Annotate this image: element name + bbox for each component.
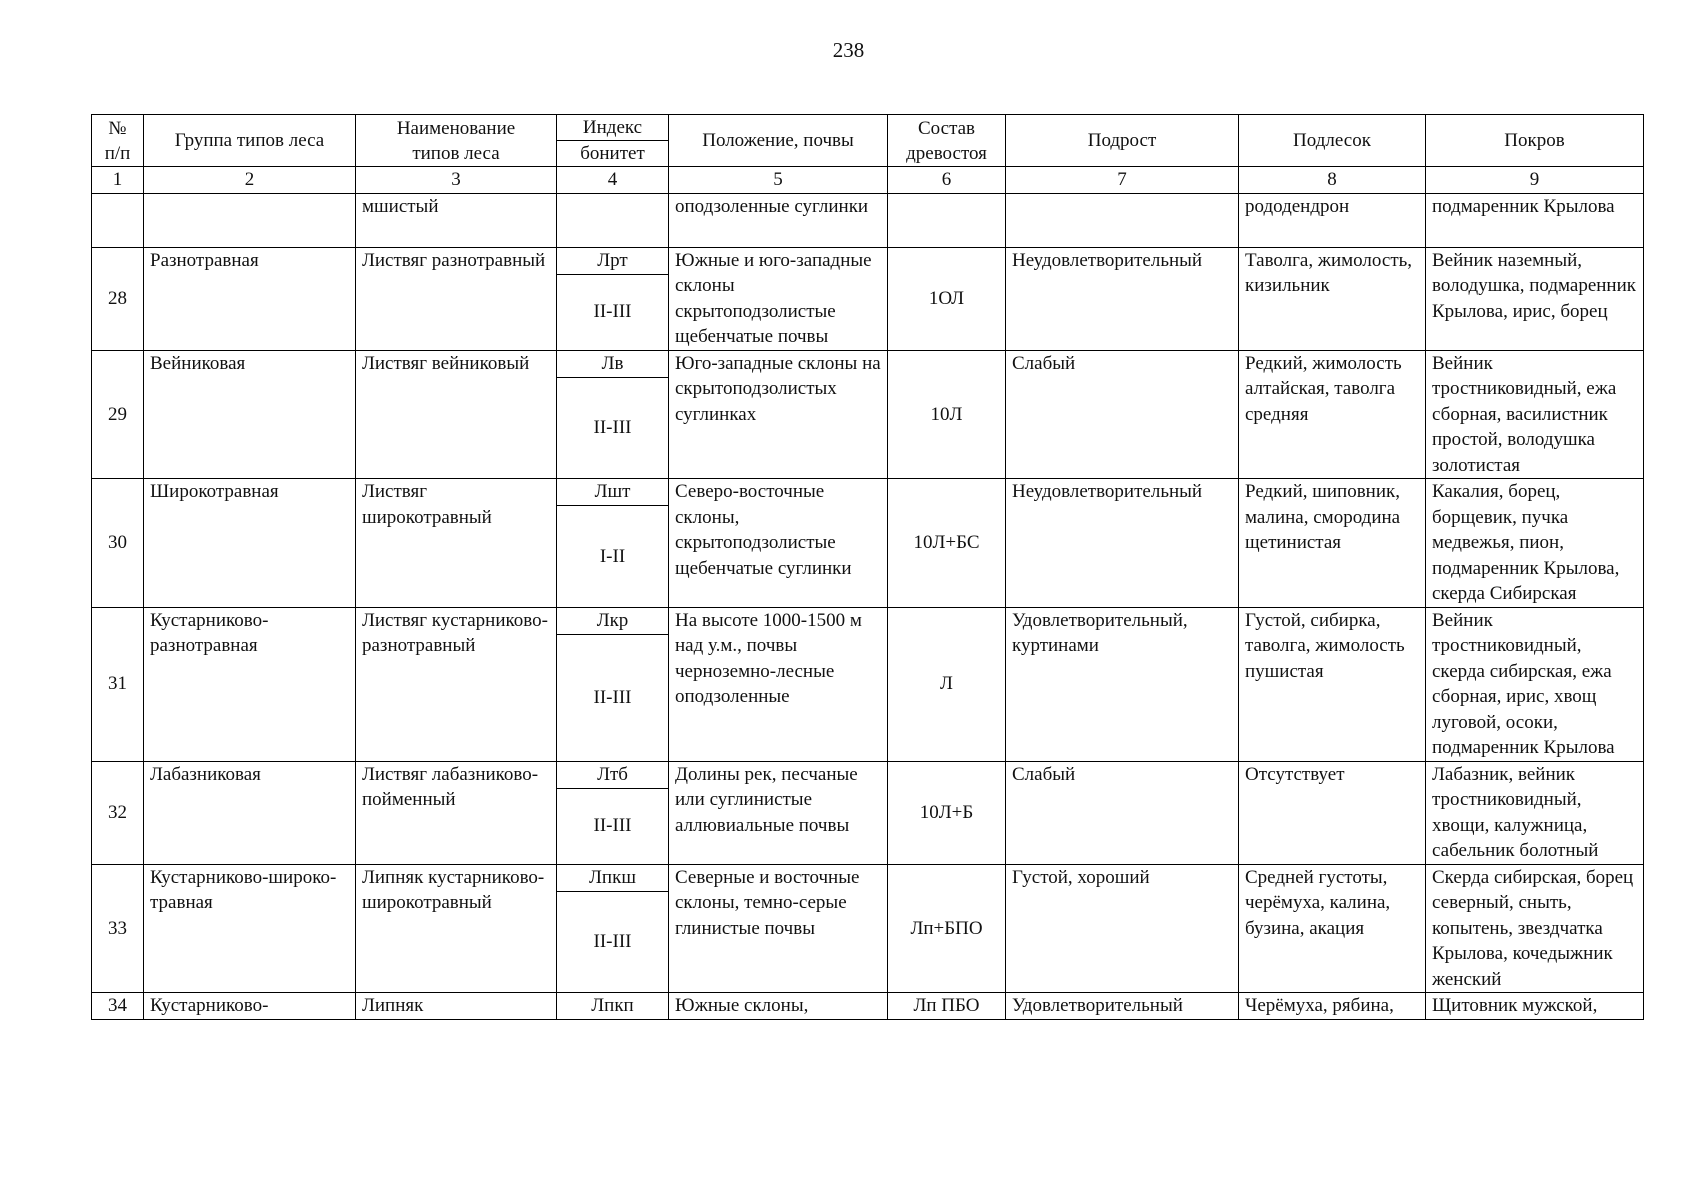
type-name-cell: Листвяг разнотравный <box>356 247 557 350</box>
position-cell: Северные и восточные склоны, темно-серые глинистые почвы <box>669 864 888 993</box>
composition-cell: Лп ПБО <box>888 993 1006 1020</box>
undergrowth-cell: Слабый <box>1006 350 1239 479</box>
type-name-cell: Листвяг широкотравный <box>356 479 557 608</box>
position-cell: Северо-восточные склоны, скрытоподзолистые щебенчатые суглинки <box>669 479 888 608</box>
composition-cell <box>888 193 1006 247</box>
undergrowth-cell: Неудовлетворительный <box>1006 479 1239 608</box>
column-number: 6 <box>888 167 1006 194</box>
column-number: 2 <box>144 167 356 194</box>
shrubs-cell: Черёмуха, рябина, <box>1239 993 1426 1020</box>
row-number: 29 <box>92 350 144 479</box>
header-row <box>92 115 1644 141</box>
composition-cell: 10Л <box>888 350 1006 479</box>
type-name-cell: Липняк кустарниково-широкотравный <box>356 864 557 993</box>
group-cell: Разнотравная <box>144 247 356 350</box>
index-cell: Лв <box>557 350 669 377</box>
header-group: Группа типов леса <box>144 115 356 167</box>
cover-cell: Какалия, борец, борщевик, пучка медвежья, пион, подмаренник Крылова, скерда Сибирская <box>1426 479 1644 608</box>
index-cell <box>557 193 669 247</box>
column-number: 8 <box>1239 167 1426 194</box>
cover-cell: Вейник тростниковидный, ежа сборная, василистник простой, володушка золотистая <box>1426 350 1644 479</box>
table-row <box>92 247 1644 274</box>
composition-cell: 10Л+Б <box>888 761 1006 864</box>
row-number: 34 <box>92 993 144 1020</box>
page-number: 238 <box>832 38 865 62</box>
type-name-cell: Листвяг кустарниково-разнотравный <box>356 607 557 761</box>
cover-cell: Лабазник, вейник тростниковидный, хвощи, калужница, сабельник болотный <box>1426 761 1644 864</box>
forest-types-table <box>91 114 1644 1020</box>
table-row <box>92 479 1644 506</box>
table-row <box>92 864 1644 891</box>
shrubs-cell: Густой, сибирка, таволга, жимолость пушистая <box>1239 607 1426 761</box>
header-undergrowth: Подрост <box>1006 115 1239 167</box>
header-shrubs: Подлесок <box>1239 115 1426 167</box>
header-type-name: Наименование типов леса <box>356 115 557 167</box>
position-cell: Южные склоны, <box>669 993 888 1020</box>
group-cell: Лабазниковая <box>144 761 356 864</box>
row-number <box>92 193 144 247</box>
composition-cell: Лп+БПО <box>888 864 1006 993</box>
group-cell <box>144 193 356 247</box>
column-numbers-row <box>92 167 1644 194</box>
position-cell: На высоте 1000-1500 м над у.м., почвы черноземно-лесные оподзоленные <box>669 607 888 761</box>
row-number: 28 <box>92 247 144 350</box>
type-name-cell: Листвяг вейниковый <box>356 350 557 479</box>
undergrowth-cell: Неудовлетворительный <box>1006 247 1239 350</box>
shrubs-cell: Средней густоты, черёмуха, калина, бузина, акация <box>1239 864 1426 993</box>
column-number: 7 <box>1006 167 1239 194</box>
header-bonitet: бонитет <box>557 141 669 167</box>
column-number: 1 <box>92 167 144 194</box>
type-name-cell: Листвяг лабазниково-пойменный <box>356 761 557 864</box>
index-cell: Лкр <box>557 607 669 634</box>
cover-cell: Скерда сибирская, борец северный, сныть, копытень, звездчатка Крылова, кочедыжник женский <box>1426 864 1644 993</box>
bonitet-cell: II-III <box>557 788 669 864</box>
shrubs-cell: Отсутствует <box>1239 761 1426 864</box>
type-name-cell: мшистый <box>356 193 557 247</box>
bonitet-cell: II-III <box>557 377 669 479</box>
index-cell: Лтб <box>557 761 669 788</box>
column-number: 3 <box>356 167 557 194</box>
index-cell: Лпкш <box>557 864 669 891</box>
bonitet-cell: II-III <box>557 274 669 350</box>
column-number: 4 <box>557 167 669 194</box>
table-row <box>92 761 1644 788</box>
row-number: 33 <box>92 864 144 993</box>
header-cover: Покров <box>1426 115 1644 167</box>
group-cell: Кустарниково- <box>144 993 356 1020</box>
group-cell: Кустарниково-разнотравная <box>144 607 356 761</box>
composition-cell: 1ОЛ <box>888 247 1006 350</box>
index-cell: Лпкп <box>557 993 669 1020</box>
undergrowth-cell: Слабый <box>1006 761 1239 864</box>
shrubs-cell: Таволга, жимолость, кизильник <box>1239 247 1426 350</box>
undergrowth-cell: Густой, хороший <box>1006 864 1239 993</box>
table-row <box>92 993 1644 1020</box>
header-position: Положение, почвы <box>669 115 888 167</box>
header-composition: Состав древостоя <box>888 115 1006 167</box>
table-row <box>92 350 1644 377</box>
position-cell: оподзоленные суглинки <box>669 193 888 247</box>
position-cell: Южные и юго-западные склоны скрытоподзолистые щебенчатые почвы <box>669 247 888 350</box>
table-row <box>92 193 1644 247</box>
position-cell: Долины рек, песчаные или суглинистые аллювиальные почвы <box>669 761 888 864</box>
header-index: Индекс <box>557 115 669 141</box>
group-cell: Широкотравная <box>144 479 356 608</box>
type-name-cell: Липняк <box>356 993 557 1020</box>
row-number: 30 <box>92 479 144 608</box>
table-row <box>92 607 1644 634</box>
shrubs-cell: рододендрон <box>1239 193 1426 247</box>
header-num: № п/п <box>92 115 144 167</box>
row-number: 31 <box>92 607 144 761</box>
index-cell: Лрт <box>557 247 669 274</box>
cover-cell: подмаренник Крылова <box>1426 193 1644 247</box>
cover-cell: Вейник наземный, володушка, подмаренник Крылова, ирис, борец <box>1426 247 1644 350</box>
index-cell: Лшт <box>557 479 669 506</box>
row-number: 32 <box>92 761 144 864</box>
position-cell: Юго-западные склоны на скрытоподзолистых суглинках <box>669 350 888 479</box>
composition-cell: 10Л+БС <box>888 479 1006 608</box>
group-cell: Кустарниково-широко-травная <box>144 864 356 993</box>
cover-cell: Вейник тростниковидный, скерда сибирская, ежа сборная, ирис, хвощ луговой, осоки, подмаренник Крылова <box>1426 607 1644 761</box>
undergrowth-cell: Удовлетворительный, куртинами <box>1006 607 1239 761</box>
composition-cell: Л <box>888 607 1006 761</box>
bonitet-cell: II-III <box>557 891 669 993</box>
bonitet-cell: I-II <box>557 506 669 608</box>
cover-cell: Щитовник мужской, <box>1426 993 1644 1020</box>
column-number: 9 <box>1426 167 1644 194</box>
column-number: 5 <box>669 167 888 194</box>
undergrowth-cell: Удовлетворительный <box>1006 993 1239 1020</box>
group-cell: Вейниковая <box>144 350 356 479</box>
bonitet-cell: II-III <box>557 634 669 761</box>
shrubs-cell: Редкий, жимолость алтайская, таволга средняя <box>1239 350 1426 479</box>
shrubs-cell: Редкий, шиповник, малина, смородина щетинистая <box>1239 479 1426 608</box>
undergrowth-cell <box>1006 193 1239 247</box>
